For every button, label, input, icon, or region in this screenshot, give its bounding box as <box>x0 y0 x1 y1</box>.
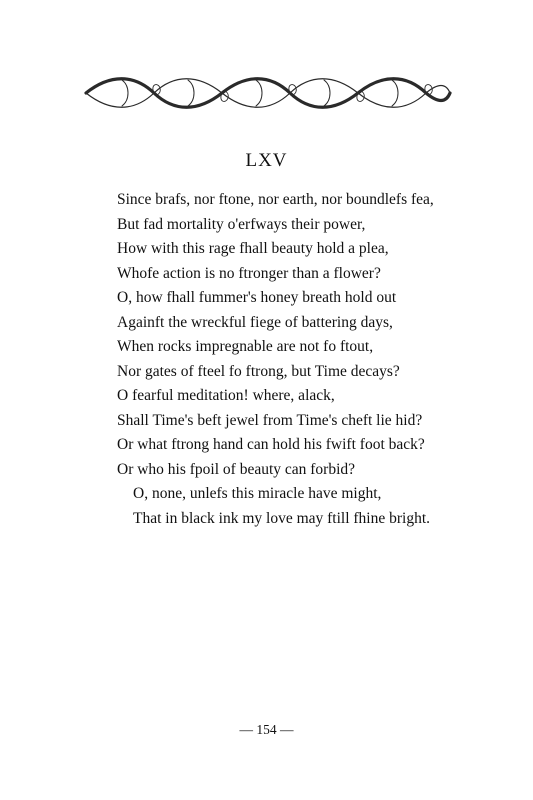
couplet-line: O, none, unlefs this miracle have might, <box>133 485 382 502</box>
poem-line: Or what ftrong hand can hold his fwift foot back? <box>117 436 425 453</box>
poem-line: But fad mortality o'erfways their power, <box>117 215 366 233</box>
poem-line: How with this rage fhall beauty hold a plea, <box>117 240 389 257</box>
poem-line: O, how fhall fummer's honey breath hold out <box>117 289 397 306</box>
poem-line: Shall Time's beft jewel from Time's cheft lie hid? <box>117 411 423 429</box>
couplet-line: That in black ink my love may ftill fhine bright. <box>133 509 431 527</box>
poem-line: O fearful meditation! where, alack, <box>117 387 335 404</box>
sonnet-body <box>117 188 477 531</box>
poem-line: Nor gates of fteel fo ftrong, but Time decays? <box>117 362 400 380</box>
poem-line: Whofe action is no ftronger than a flower? <box>117 264 381 282</box>
poem-line: Since brafs, nor ftone, nor earth, nor boundlefs fea, <box>117 191 434 208</box>
poem-line: Or who his fpoil of beauty can forbid? <box>117 460 356 478</box>
sonnet-title: LXV <box>245 150 288 171</box>
poem-line: When rocks impregnable are not fo ftout, <box>117 338 374 355</box>
page-number: — 154 — <box>239 722 294 737</box>
poem-line: Againft the wreckful fiege of battering days, <box>117 313 393 331</box>
decorative-flourish-icon <box>82 72 454 114</box>
